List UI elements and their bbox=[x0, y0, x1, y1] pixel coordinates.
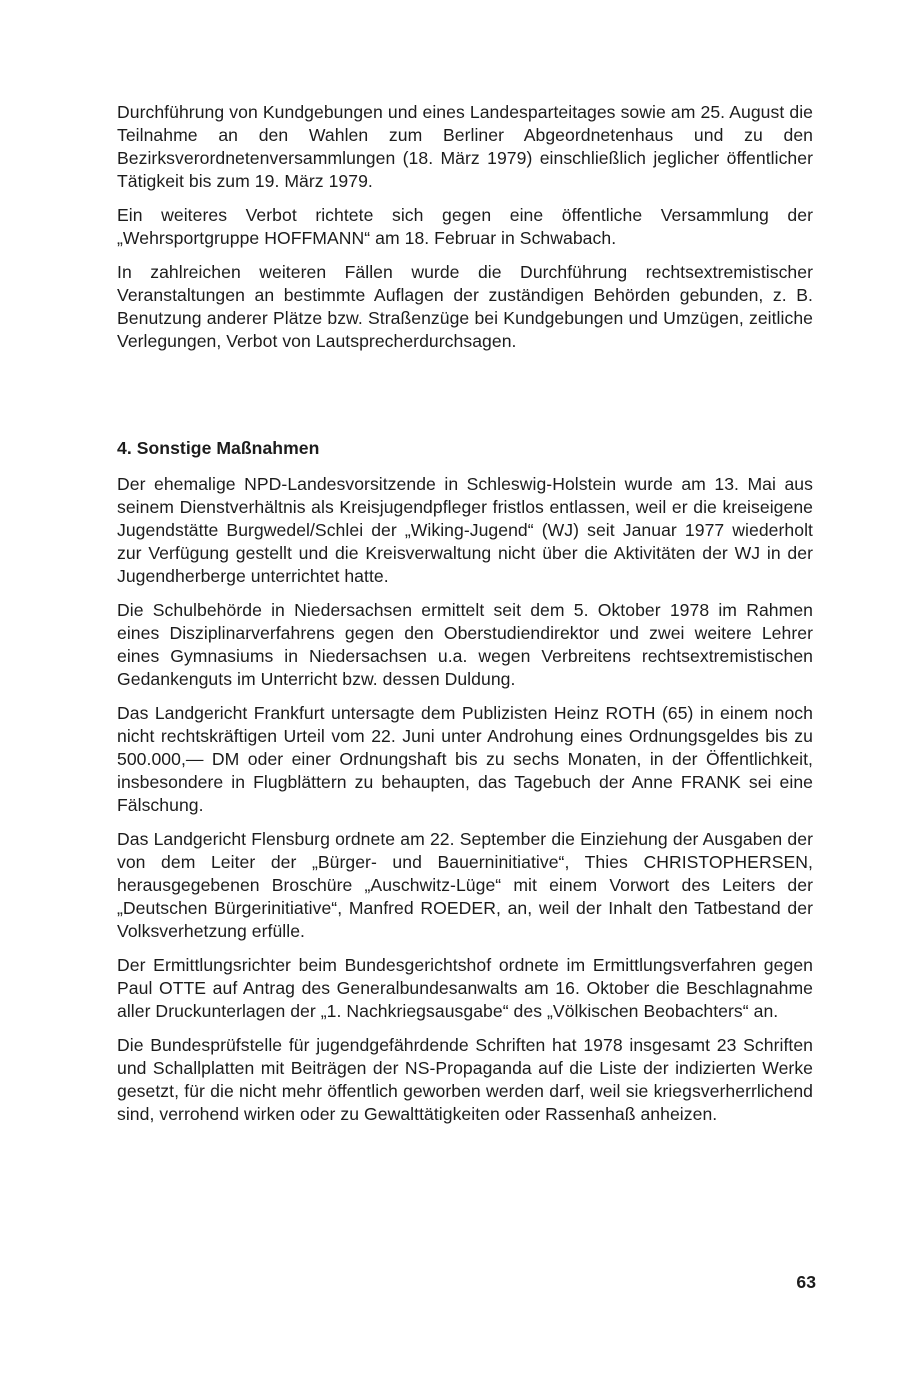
paragraph-wehrsportgruppe-ban: Ein weiteres Verbot richtete sich gegen eine öffentliche Versammlung der „Wehrsportgruppe HOFFMANN“ am 18. Februar in Schwabach. bbox=[117, 205, 813, 248]
paragraph-continuation: Durchführung von Kundgebungen und eines Landesparteitages sowie am 25. August die Teilnahme an den Wahlen zum Berliner Abgeordnetenhaus und zu den Bezirksverordnetenversammlungen (18. März 1979) einschließlich jeglicher öffentlicher Tätigkeit bis zum 19. März 1979. bbox=[117, 102, 813, 191]
paragraph-npd-dismissal: Der ehemalige NPD-Landesvorsitzende in Schleswig-Holstein wurde am 13. Mai aus seinem Dienstverhältnis als Kreisjugendpfleger fristlos entlassen, weil er die kreiseigene Jugendstätte Burgwedel/Schlei der „Wiking-Jugend“ (WJ) seit Januar 1977 wiederholt zur Verfügung gestellt und die Kreisverwaltung nicht über die Aktivitäten der WJ in der Jugendherberge unterrichtet hatte. bbox=[117, 474, 813, 586]
paragraph-frankfurt-court: Das Landgericht Frankfurt untersagte dem Publizisten Heinz ROTH (65) in einem noch nicht rechtskräftigen Urteil vom 22. Juni unter Androhung eines Ordnungsgeldes bis zu 500.000,— DM oder einer Ordnungshaft bis zu sechs Monaten, in der Öffentlichkeit, insbesondere in Flugblättern zu behaupten, das Tagebuch der Anne FRANK sei eine Fälschung. bbox=[117, 703, 813, 815]
paragraph-federal-review-office: Die Bundesprüfstelle für jugendgefährdende Schriften hat 1978 insgesamt 23 Schriften und Schallplatten mit Beiträgen der NS-Propaganda auf die Liste der indizierten Werke gesetzt, für die nicht mehr öffentlich geworben werden darf, weil sie kriegsverherrlichend sind, verrohend wirken oder zu Gewalttätigkeiten oder Rassenhaß anheizen. bbox=[117, 1035, 813, 1124]
page-number: 63 bbox=[796, 1272, 816, 1292]
paragraph-flensburg-court: Das Landgericht Flensburg ordnete am 22. September die Einziehung der Ausgaben der von dem Leiter der „Bürger- und Bauerninitiative“, Thies CHRISTOPHERSEN, herausgegebenen Broschüre „Auschwitz-Lüge“ mit einem Vorwort des Leiters der „Deutschen Bürgerinitiative“, Manfred ROEDER, an, weil der Inhalt den Tatbestand der Volksverhetzung erfülle. bbox=[117, 829, 813, 941]
paragraph-event-restrictions: In zahlreichen weiteren Fällen wurde die Durchführung rechtsextremistischer Veranstaltungen an bestimmte Auflagen der zuständigen Behörden gebunden, z. B. Benutzung anderer Plätze bzw. Straßenzüge bei Kundgebungen und Umzügen, zeitliche Verlegungen, Verbot von Lautsprecherdurchsagen. bbox=[117, 262, 813, 351]
paragraph-school-investigation: Die Schulbehörde in Niedersachsen ermittelt seit dem 5. Oktober 1978 im Rahmen eines Disziplinarverfahrens gegen den Oberstudiendirektor und zwei weitere Lehrer eines Gymnasiums in Niedersachsen u.a. wegen Verbreitens rechtsextremistischen Gedankenguts im Unterricht bzw. dessen Duldung. bbox=[117, 600, 813, 689]
text-column bbox=[117, 101, 813, 1137]
section-heading: 4. Sonstige Maßnahmen bbox=[117, 438, 320, 458]
paragraph-federal-judge-order: Der Ermittlungsrichter beim Bundesgerichtshof ordnete im Ermittlungsverfahren gegen Paul OTTE auf Antrag des Generalbundesanwalts am 16. Oktober die Beschlagnahme aller Druckunterlagen der „1. Nachkriegsausgabe“ des „Völkischen Beobachters“ an. bbox=[117, 955, 813, 1021]
